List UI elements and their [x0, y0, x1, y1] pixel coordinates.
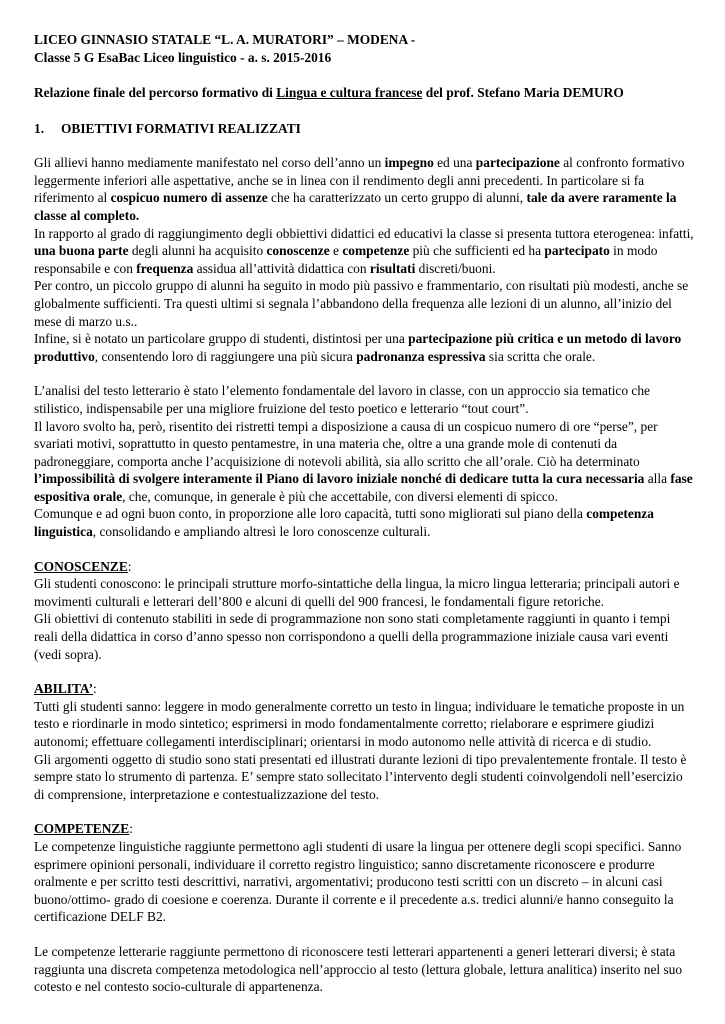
report-title — [34, 84, 694, 102]
obiettivi-paragraph — [34, 225, 694, 278]
competenze-paragraph: Le competenze letterarie raggiunte permettono di riconoscere testi letterari appartenenti a generi letterari diversi; è stata raggiunta una discreta competenza metodologica nell’approccio al testo (lettura globale, lettura analitica) inserito nel suo cotesto e nel contesto socio-culturale di appartenenza. — [34, 943, 683, 995]
text-run: , consolidando e ampliando altresì le loro conoscenze culturali. — [92, 524, 431, 540]
text-run: discreti/buoni. — [415, 260, 496, 276]
conoscenze-block — [34, 558, 694, 664]
text-run: che ha caratterizzato un certo gruppo di alunni, — [267, 190, 527, 206]
section-title: OBIETTIVI FORMATIVI REALIZZATI — [61, 120, 301, 136]
bold-text-run: impegno — [384, 155, 434, 171]
bold-text-run: una buona parte — [34, 243, 129, 259]
abilita-paragraph: Tutti gli studenti sanno: leggere in modo generalmente corretto un testo in lingua; individuare le tematiche proposte in un testo e riordinarle in modo sintetico; esprimersi in modo fondamentalmente corretto; rielaborare e esprimere giudizi autonomi; effettuare collegamenti interdisciplinari; orientarsi in modo autonomo nelle attività di ricerca e di studio. — [34, 698, 685, 749]
analisi-paragraph — [34, 418, 694, 506]
conoscenze-paragraph: Gli obiettivi di contenuto stabiliti in sede di programmazione non sono stati completamente raggiunti in quanto i tempi reali della didattica in corso d’anno spesso non corrispondono a quelli della programmazione iniziale causa vari eventi (vedi sopra). — [34, 611, 671, 662]
bold-text-run: fase espositiva orale — [34, 471, 693, 504]
text-run: , che, comunque, in generale è più che accettabile, con diversi elementi di spicco. — [122, 488, 558, 504]
section-heading — [34, 120, 694, 138]
text-run: Il lavoro svolto ha, però, risentito dei ristretti tempi a disposizione a causa di un cospicuo numero di ore “perse”, per svariati motivi, soprattutto in questo pentamestre, in una materia che, oltre a una grande mole di contenuti da padroneggiare, comporta anche l’acquisizione di notevoli abilità, sia allo scritto che all’orale. Ciò ha determinato — [34, 418, 658, 469]
bold-text-run: cospicuo numero di assenze — [110, 190, 268, 206]
text-run: al confronto formativo leggermente inferiori alle aspettative, anche se in linea con il rendimento degli anni precedenti. In particolare si fa riferimento al — [34, 155, 685, 206]
text-run: assidua all’attività didattica con — [193, 260, 370, 276]
bold-text-run: frequenza — [136, 260, 194, 276]
text-run: sia scritta che orale. — [485, 348, 596, 364]
text-run: Comunque e ad ogni buon conto, in proporzione alle loro capacità, tutti sono migliorati sul piano della — [34, 506, 587, 522]
bold-text-run: partecipato — [544, 243, 610, 259]
text-run: e — [329, 243, 343, 259]
obiettivi-paragraph — [34, 277, 694, 330]
bold-text-run: tale da avere raramente la classe al completo. — [34, 190, 677, 223]
text-run: Gli allievi hanno mediamente manifestato nel corso dell’anno un — [34, 155, 385, 171]
analisi-block — [34, 382, 694, 540]
text-run: in modo responsabile e con — [34, 243, 658, 276]
document-page — [34, 31, 694, 996]
text-run: alla — [644, 471, 671, 487]
analisi-paragraph — [34, 505, 694, 540]
report-title-suffix: del prof. Stefano Maria DEMURO — [422, 85, 624, 100]
text-run: ed una — [433, 155, 476, 171]
text-run: più che sufficienti ed ha — [409, 243, 545, 259]
section-number: 1. — [34, 120, 45, 136]
bold-text-run: partecipazione più critica e un metodo di lavoro produttivo — [34, 331, 682, 364]
obiettivi-paragraph — [34, 154, 694, 224]
bold-text-run: conoscenze — [266, 243, 330, 259]
bold-text-run: competenza linguistica — [34, 506, 654, 540]
school-header: LICEO GINNASIO STATALE “L. A. MURATORI” – MODENA - — [34, 32, 416, 47]
text-run: L’analisi del testo letterario è stato l’elemento fondamentale del lavoro in classe, con un approccio sia tematico che stilistico, indispensabile per una migliore fruizione del testo poetico e letterario “tout court”. — [34, 383, 650, 416]
text-run: Per contro, un piccolo gruppo di alunni ha seguito in modo più passivo e frammentario, con risultati più modesti, anche se globalmente sufficienti. Tra questi ultimi si segnala l’abbandono della frequenza alle lezioni di un alunno, all’inizio del mese di marzo u.s.. — [34, 278, 689, 329]
class-header: Classe 5 G EsaBac Liceo linguistico - a. s. 2015-2016 — [34, 50, 332, 65]
competenze-heading — [34, 820, 694, 838]
competenze-block — [34, 820, 694, 995]
bold-text-run: partecipazione — [475, 155, 560, 171]
conoscenze-paragraph: Gli studenti conoscono: le principali strutture morfo-sintattiche della lingua, la micro lingua letteraria; principali autori e movimenti culturali e letterari dell’800 e alcuni di quelli del 900 francesi, le fondamentali figure retoriche. — [34, 576, 680, 609]
bold-text-run: competenze — [342, 243, 410, 259]
conoscenze-title: CONOSCENZE — [34, 558, 128, 574]
abilita-colon: : — [93, 681, 97, 697]
conoscenze-colon: : — [127, 558, 132, 574]
text-run: degli alunni ha acquisito — [128, 243, 267, 259]
abilita-heading — [34, 680, 694, 698]
competenze-paragraph: Le competenze linguistiche raggiunte permettono agli studenti di usare la lingua per ottenere degli scopi specifici. Sanno esprimere opinioni personali, individuare il corretto registro linguistico; sanno discretamente riconoscere e produrre oralmente e per scritto testi descrittivi, narrativi, argomentativi; producono testi scritti con un discreto – in alcuni casi buono/ottimo- grado di coesione e coerenza. Durante il corrente e il precedente a.s. tredici alunni/e hanno conseguito la certificazione DELF B2. — [34, 838, 682, 925]
abilita-paragraph: Gli argomenti oggetto di studio sono stati presentati ed illustrati durante lezioni di tipo prevalentemente frontale. Il testo è sempre stato lo strumento di partenza. E’ sempre stato sollecitato l’intervento degli studenti coinvolgendoli nell’esercizio di comprensione, interpretazione e contestualizzazione del testo. — [34, 751, 687, 802]
competenze-colon: : — [129, 821, 133, 837]
abilita-title: ABILITA’ — [34, 681, 94, 697]
text-run: , consentendo loro di raggiungere una più sicura — [94, 348, 357, 364]
text-run: Infine, si è notato un particolare gruppo di studenti, distintosi per una — [34, 331, 409, 347]
analisi-paragraph — [34, 382, 694, 417]
report-subject: Lingua e cultura francese — [276, 85, 423, 100]
conoscenze-heading — [34, 558, 694, 576]
obiettivi-paragraph — [34, 330, 694, 365]
text-run: In rapporto al grado di raggiungimento degli obbiettivi didattici ed educativi la classe si presenta tuttora eterogenea: infatti, — [34, 225, 694, 241]
report-title-prefix: Relazione finale del percorso formativo di — [34, 85, 277, 100]
bold-text-run: l’impossibilità di svolgere interamente il Piano di lavoro iniziale nonché di dedicare tutta la cura necessaria — [34, 471, 645, 487]
bold-text-run: padronanza espressiva — [356, 348, 486, 364]
competenze-title: COMPETENZE — [34, 821, 130, 837]
obiettivi-block — [34, 154, 694, 365]
bold-text-run: risultati — [369, 260, 416, 276]
abilita-block — [34, 680, 694, 803]
